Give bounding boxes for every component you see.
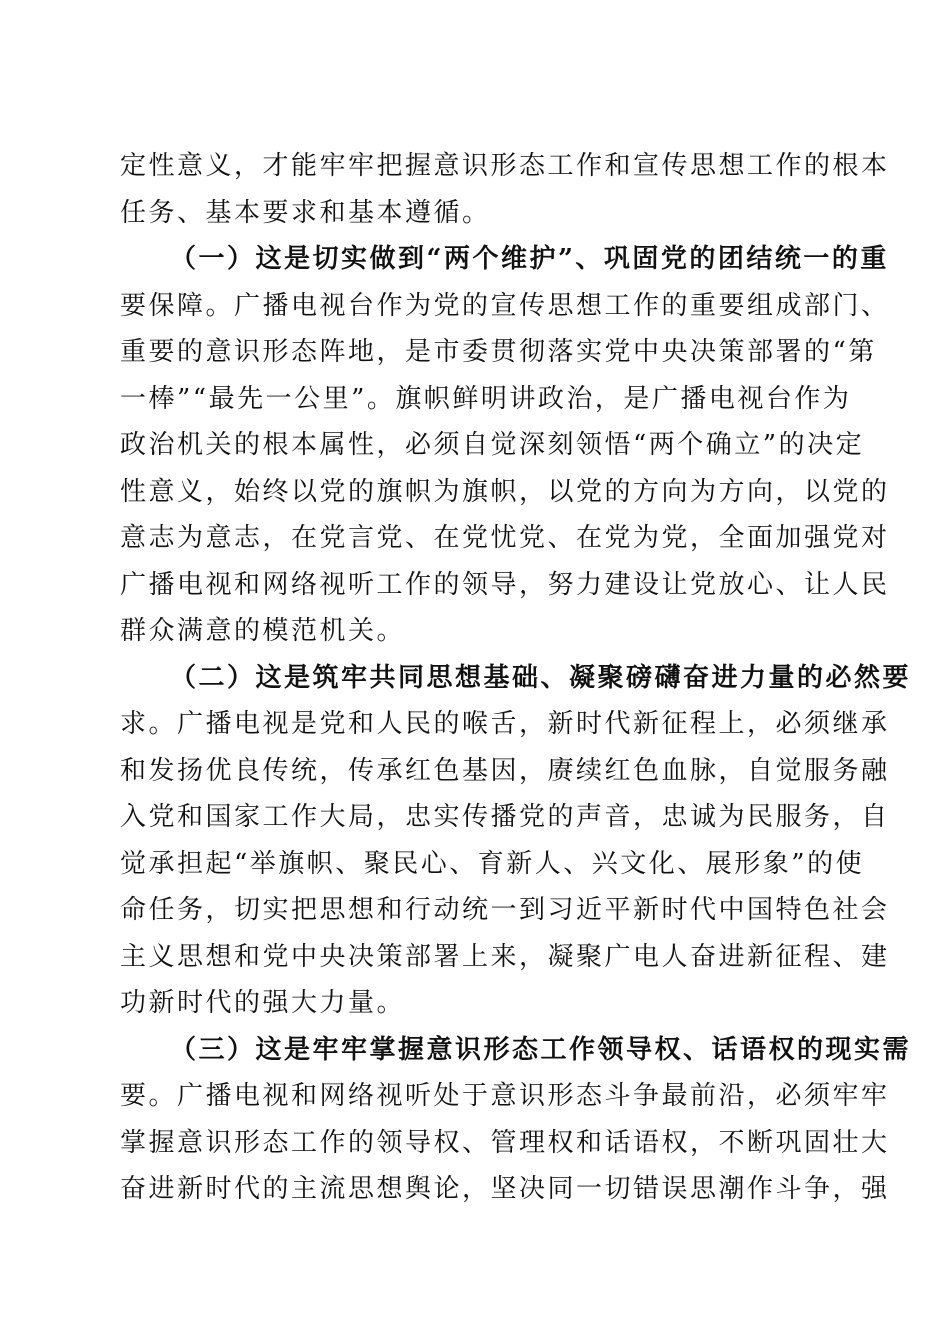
section-3-heading: （三）这是牢牢掌握意识形态工作领导权、话语权的现实需 <box>170 1034 912 1065</box>
section-1-line: 广播电视和网络视听工作的领导，努力建设让党放心、让人民 <box>120 569 890 600</box>
section-2-heading: （二）这是筑牢共同思想基础、凝聚磅礴奋进力量的必然要 <box>170 662 912 693</box>
document-body <box>120 143 912 1213</box>
section-2-line: 觉承担起“举旗帜、聚民心、育新人、兴文化、展形象”的使 <box>120 848 865 879</box>
section-1-line: 要保障。广播电视台作为党的宣传思想工作的重要组成部门、 <box>120 290 890 321</box>
section-1-heading: （一）这是切实做到“两个维护”、巩固党的团结统一的重 <box>170 244 889 274</box>
section-1-line: 群众满意的模范机关。 <box>120 616 406 646</box>
section-3-line: 掌握意识形态工作的领导权、管理权和话语权，不断巩固壮大 <box>120 1127 890 1158</box>
section-2-line: 入党和国家工作大局，忠实传播党的声音，忠诚为民服务，自 <box>120 802 890 832</box>
intro-line-2: 任务、基本要求和基本遵循。 <box>120 197 491 228</box>
section-1-line: 重要的意识形态阵地，是市委贯彻落实党中央决策部署的“第 <box>120 337 877 367</box>
intro-line-1: 定性意义，才能牢牢把握意识形态工作和宣传思想工作的根本 <box>120 151 890 181</box>
section-1-line: 政治机关的根本属性，必须自觉深刻领悟“两个确立”的决定 <box>120 430 865 460</box>
section-2-line: 功新时代的强大力量。 <box>120 988 406 1018</box>
section-1-line: 一棒”“最先一公里”。旗帜鲜明讲政治，是广播电视台作为 <box>120 383 852 414</box>
section-3-line: 要。广播电视和网络视听处于意识形态斗争最前沿，必须牢牢 <box>120 1081 890 1111</box>
section-1-line: 意志为意志，在党言党、在党忧党、在党为党，全面加强党对 <box>120 523 890 553</box>
section-1-line: 性意义，始终以党的旗帜为旗帜，以党的方向为方向，以党的 <box>120 476 890 507</box>
section-2-line: 命任务，切实把思想和行动统一到习近平新时代中国特色社会 <box>120 895 890 925</box>
section-3-line: 奋进新时代的主流思想舆论，坚决同一切错误思潮作斗争，强 <box>120 1174 890 1204</box>
section-2-line: 和发扬优良传统，传承红色基因，赓续红色血脉，自觉服务融 <box>120 755 890 786</box>
section-2-line: 主义思想和党中央决策部署上来，凝聚广电人奋进新征程、建 <box>120 941 890 972</box>
section-2-line: 求。广播电视是党和人民的喉舌，新时代新征程上，必须继承 <box>120 709 890 739</box>
